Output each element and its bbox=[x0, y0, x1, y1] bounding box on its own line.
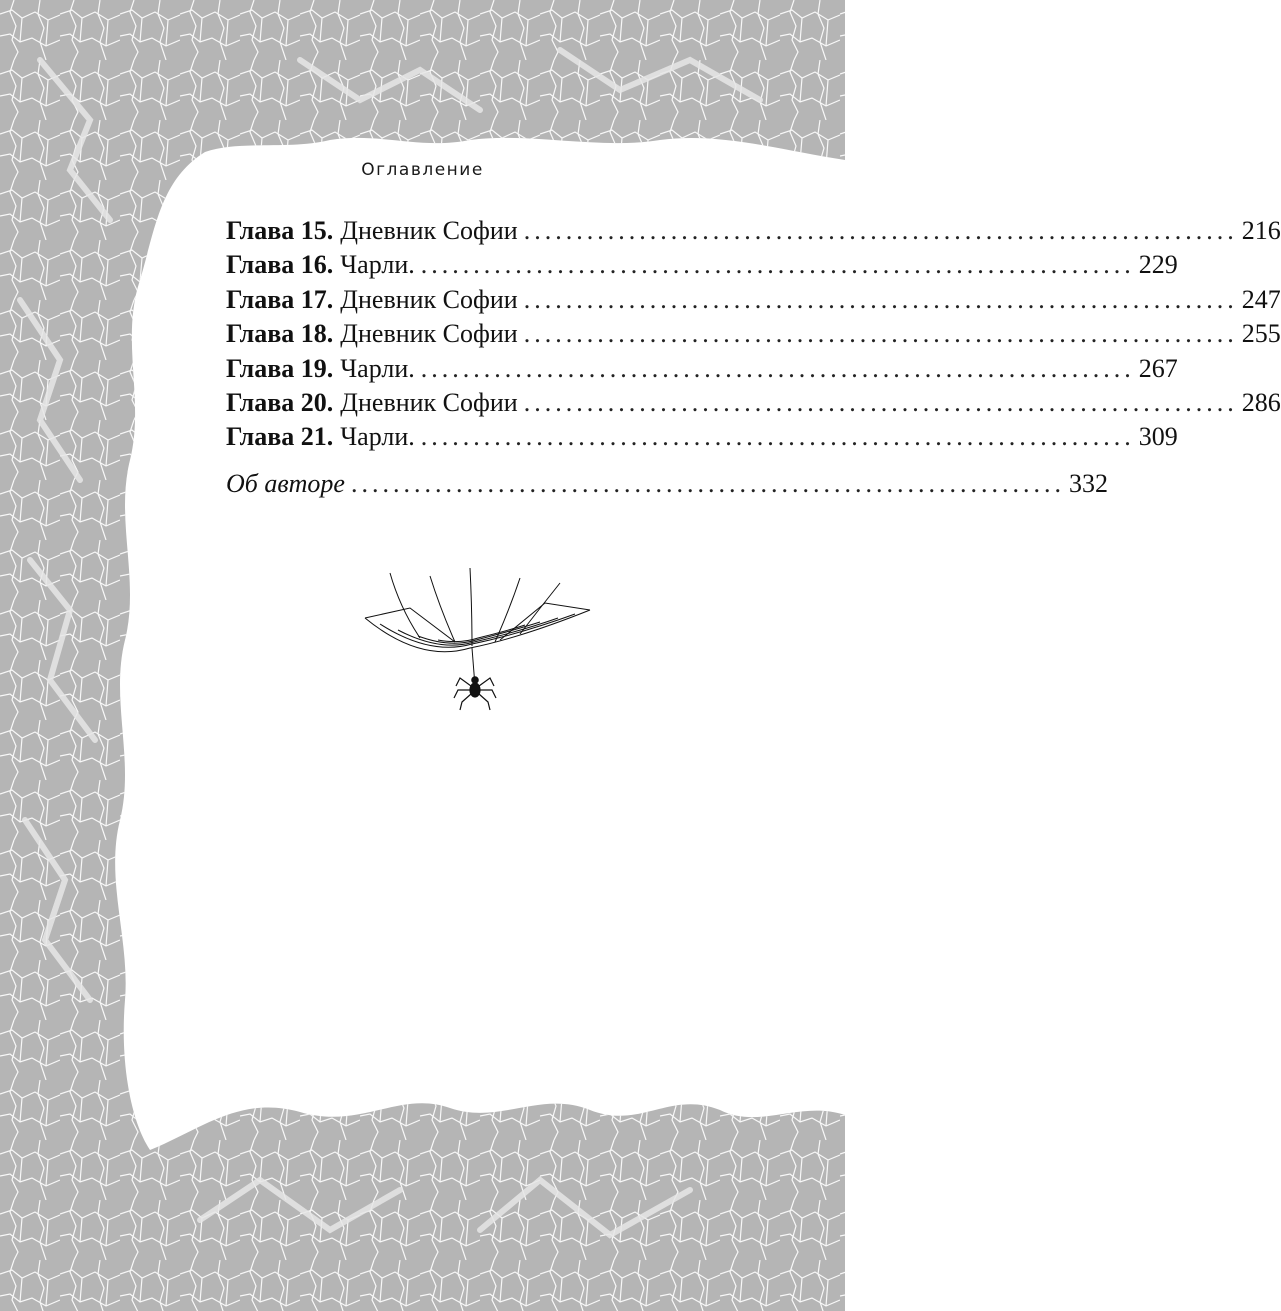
chapter-label: Глава 21. bbox=[226, 422, 334, 452]
chapter-title: Дневник Софии bbox=[340, 216, 518, 245]
chapter-label: Глава 20. bbox=[226, 387, 334, 417]
dot-leader: .................................................................... bbox=[523, 387, 1238, 417]
spiderweb-with-spider-icon bbox=[360, 568, 595, 713]
chapter-title: Дневник Софии bbox=[340, 387, 518, 417]
dot-leader: .................................................................... bbox=[523, 284, 1238, 314]
table-of-contents bbox=[226, 214, 1281, 501]
page-number: 216 bbox=[1241, 216, 1281, 245]
chapter-label: Глава 16. bbox=[226, 250, 334, 280]
chapter-label: Глава 19. bbox=[226, 353, 334, 383]
page-number: 309 bbox=[1138, 422, 1178, 452]
chapter-title: Чарли. bbox=[340, 353, 415, 383]
chapter-title: Дневник Софии bbox=[340, 319, 518, 349]
chapter-title: Дневник Софии bbox=[340, 284, 518, 314]
toc-entry[interactable] bbox=[226, 386, 1281, 420]
dot-leader: .................................................................... bbox=[523, 216, 1238, 245]
toc-entry[interactable] bbox=[226, 317, 1281, 351]
dot-leader: .................................................................... bbox=[420, 353, 1135, 383]
page-title: Оглавление bbox=[361, 160, 484, 180]
chapter-label: Глава 17. bbox=[226, 284, 334, 314]
toc-entry[interactable] bbox=[226, 420, 1178, 454]
toc-entry[interactable] bbox=[226, 214, 1281, 248]
page-number: 286 bbox=[1241, 387, 1281, 417]
chapter-title: Чарли. bbox=[340, 422, 415, 452]
page-number: 332 bbox=[1068, 468, 1108, 498]
dot-leader: .................................................................... bbox=[350, 468, 1065, 498]
toc-entry[interactable] bbox=[226, 248, 1178, 282]
dot-leader: .................................................................... bbox=[523, 319, 1238, 349]
toc-entry[interactable] bbox=[226, 283, 1281, 317]
chapter-label: Глава 15. bbox=[226, 216, 334, 245]
toc-entry-about-author[interactable] bbox=[226, 467, 1108, 501]
chapter-label: Глава 18. bbox=[226, 319, 334, 349]
about-author-title: Об авторе bbox=[226, 468, 345, 498]
chapter-title: Чарли. bbox=[340, 250, 415, 280]
dot-leader: .................................................................... bbox=[420, 250, 1135, 280]
dot-leader: .................................................................... bbox=[420, 422, 1135, 452]
page-number: 255 bbox=[1241, 319, 1281, 349]
page-number: 229 bbox=[1138, 250, 1178, 280]
page-number: 267 bbox=[1138, 353, 1178, 383]
toc-entry[interactable] bbox=[226, 352, 1178, 386]
page-number: 247 bbox=[1241, 284, 1281, 314]
